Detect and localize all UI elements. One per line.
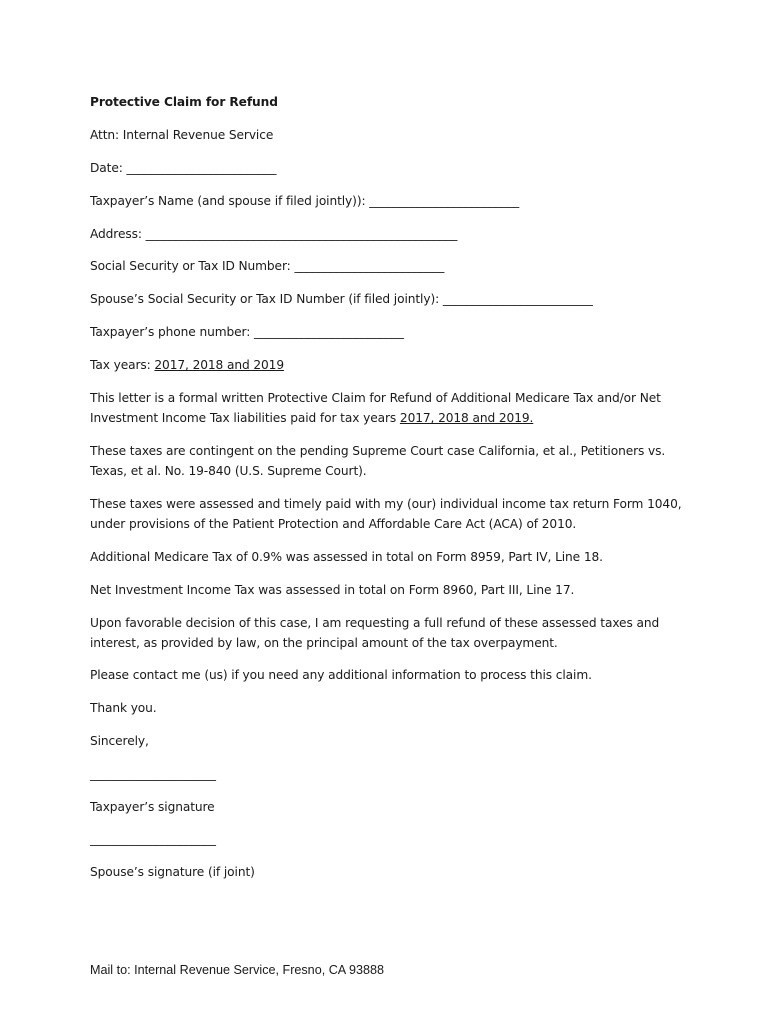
phone-label: Taxpayer’s phone number: — [90, 325, 254, 339]
spouse-signature-line: _____________________ — [90, 832, 216, 846]
tax-years-label: Tax years: — [90, 358, 155, 372]
address-blank: ____________________________________________________ — [145, 227, 458, 241]
tax-years-value: 2017, 2018 and 2019 — [154, 358, 284, 372]
taxpayer-signature-label: Taxpayer’s signature — [90, 800, 215, 814]
ssn-line — [90, 256, 444, 276]
paragraph-contact: Please contact me (us) if you need any additional information to process this claim. — [90, 668, 592, 682]
taxpayer-name-line — [90, 191, 519, 211]
paragraph-request: Upon favorable decision of this case, I am requesting a full refund of these assessed taxes and interest, as provided by law, on the principal amount of the tax overpayment. — [90, 616, 660, 650]
spouse-ssn-label: Spouse’s Social Security or Tax ID Number (if filed jointly): — [90, 292, 443, 306]
taxpayer-name-blank: _________________________ — [369, 194, 520, 208]
address-line — [90, 224, 457, 244]
taxpayer-name-label: Taxpayer’s Name (and spouse if filed jointly)): — [90, 194, 370, 208]
paragraph-assessed: These taxes were assessed and timely paid with my (our) individual income tax return Form 1040, under provisions of the Patient Protection and Affordable Care Act (ACA) of 2010. — [90, 497, 682, 531]
attn-line: Attn: Internal Revenue Service — [90, 128, 274, 142]
thank-you: Thank you. — [90, 701, 157, 715]
phone-line — [90, 322, 404, 342]
phone-blank: _________________________ — [253, 325, 404, 339]
date-line — [90, 158, 276, 178]
paragraph-contingent: These taxes are contingent on the pending Supreme Court case California, et al., Petitioners vs. Texas, et al. No. 19-840 (U.S. Supreme Court). — [90, 444, 666, 478]
address-label: Address: — [90, 227, 146, 241]
ssn-blank: _________________________ — [294, 259, 445, 273]
paragraph-medicare: Additional Medicare Tax of 0.9% was assessed in total on Form 8959, Part IV, Line 18. — [90, 550, 603, 564]
ssn-label: Social Security or Tax ID Number: — [90, 259, 295, 273]
spouse-ssn-line — [90, 289, 593, 309]
spouse-signature-label: Spouse’s signature (if joint) — [90, 865, 255, 879]
date-label: Date: — [90, 161, 127, 175]
paragraph-niit: Net Investment Income Tax was assessed in total on Form 8960, Part III, Line 17. — [90, 583, 575, 597]
date-blank: _________________________ — [126, 161, 277, 175]
sincerely: Sincerely, — [90, 734, 149, 748]
paragraph-claim-text: This letter is a formal written Protective Claim for Refund of Additional Medicare Tax and/or Net Investment Income Tax liabilities paid for tax years — [90, 391, 661, 425]
taxpayer-signature-line: _____________________ — [90, 767, 216, 781]
paragraph-claim — [90, 388, 690, 428]
letter-title: Protective Claim for Refund — [90, 95, 278, 109]
spouse-ssn-blank: _________________________ — [442, 292, 593, 306]
tax-years-line — [90, 355, 284, 375]
mail-to-footer: Mail to: Internal Revenue Service, Fresno, CA 93888 — [90, 963, 385, 977]
paragraph-claim-years: 2017, 2018 and 2019. — [399, 411, 534, 425]
